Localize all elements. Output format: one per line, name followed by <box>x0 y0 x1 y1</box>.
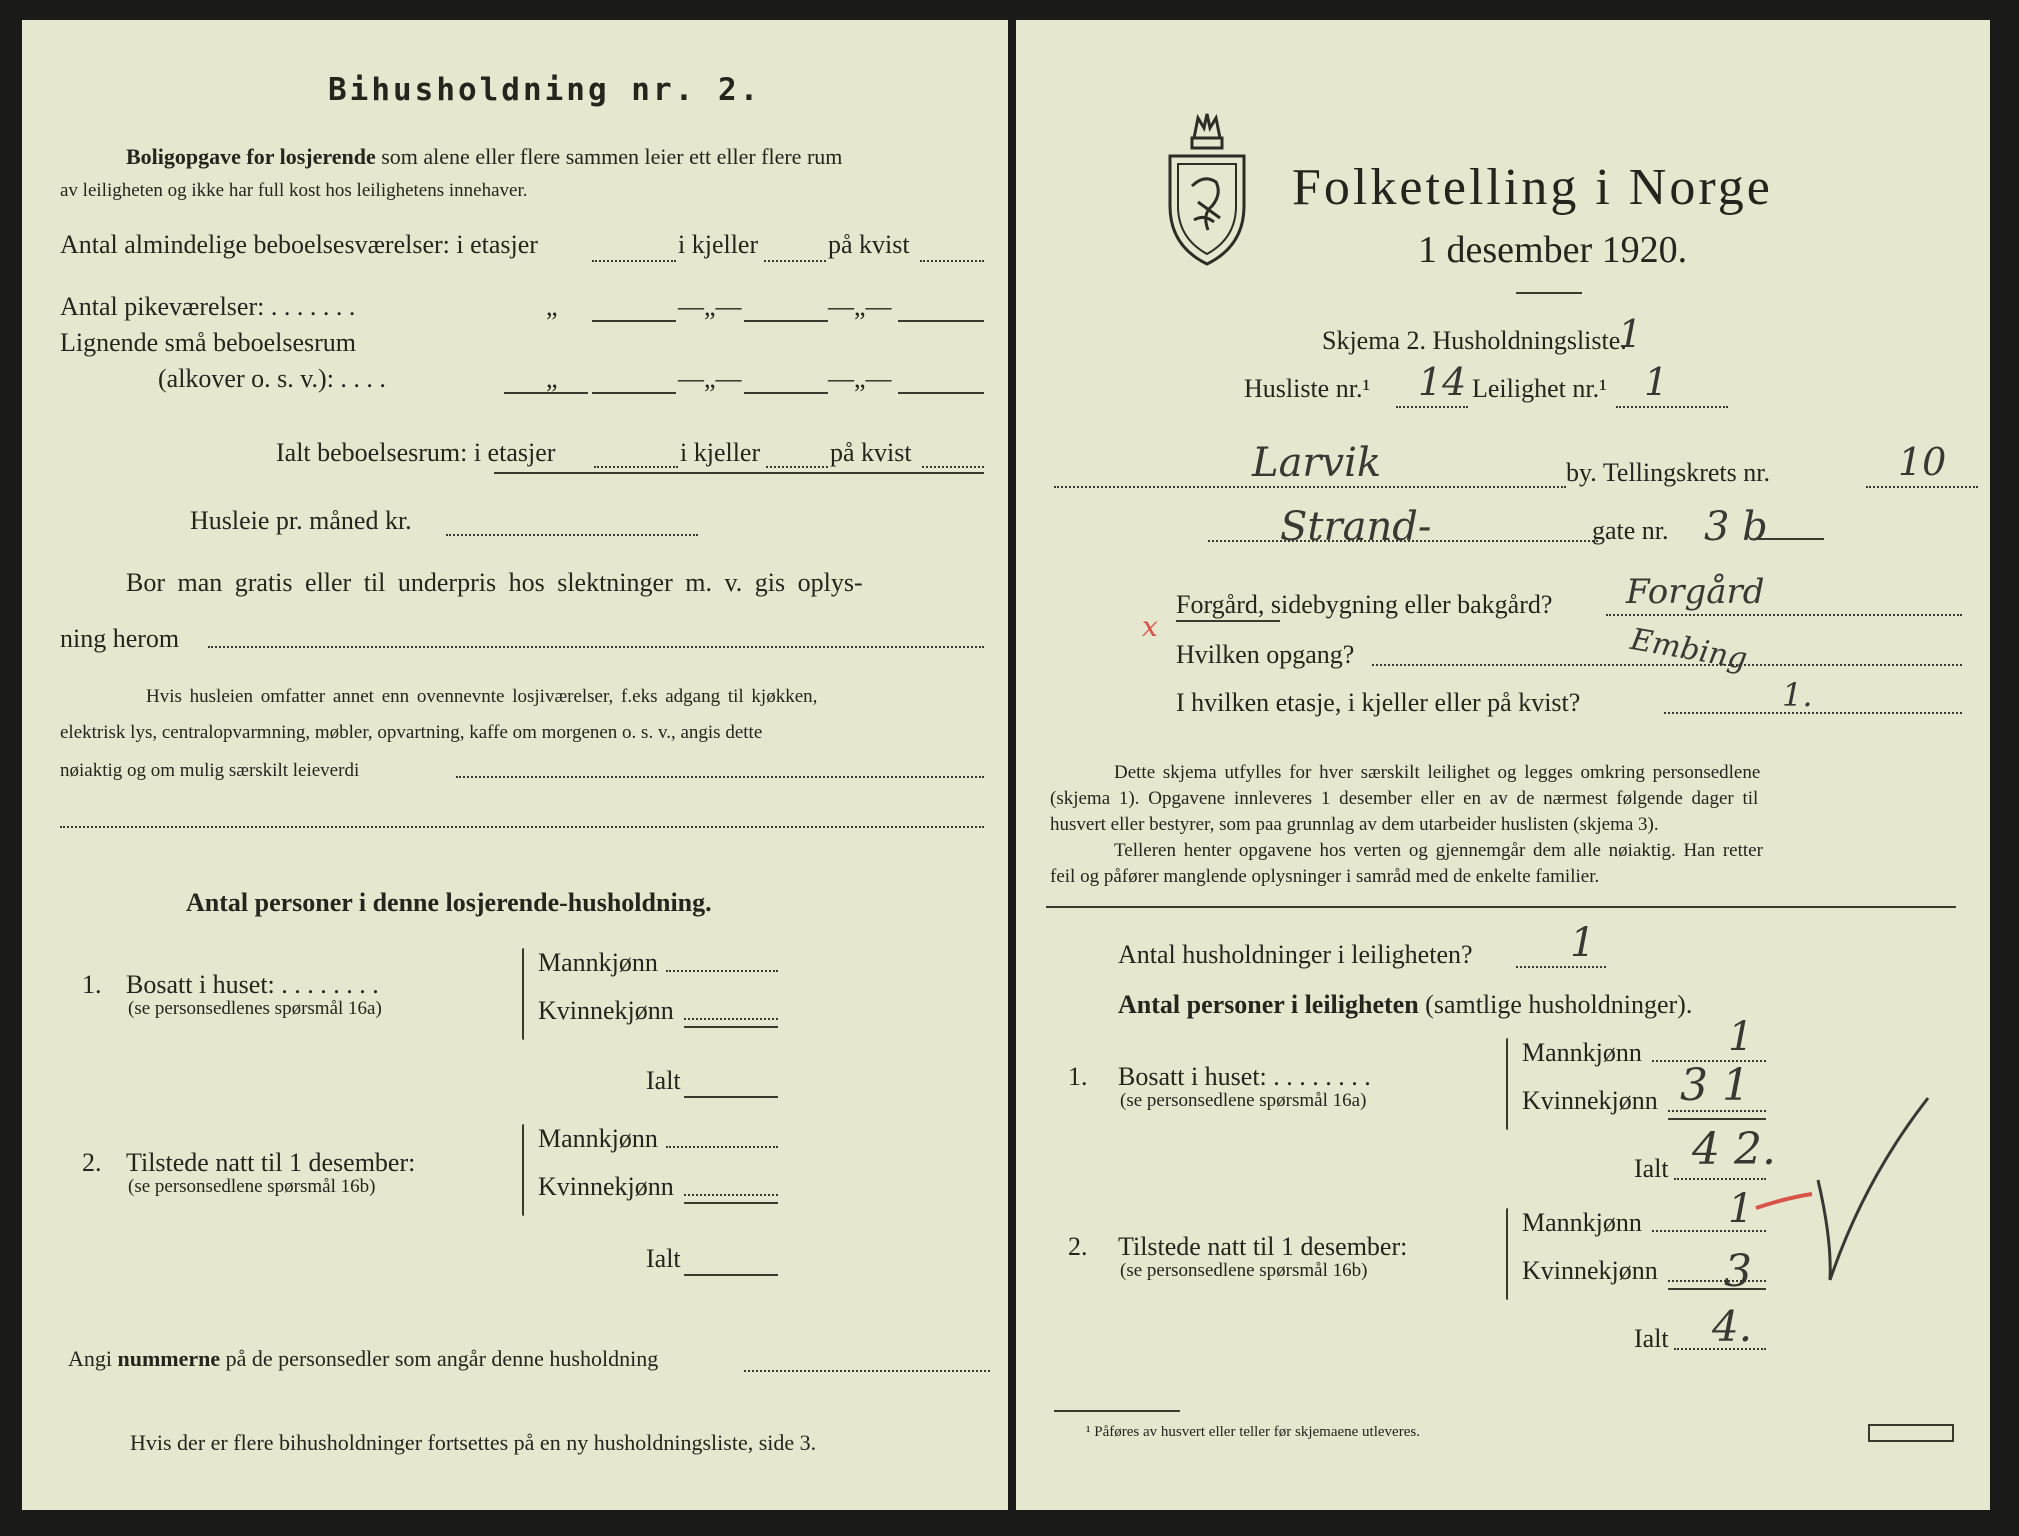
schema-label: Skjema 2. Husholdningsliste. <box>1322 326 1627 355</box>
angi-pre: Angi <box>68 1346 112 1371</box>
left-q2-kvinne-field[interactable] <box>684 1194 778 1196</box>
hush-field[interactable] <box>1516 966 1606 968</box>
left-q2-sub: (se personsedlene spørsmål 16b) <box>128 1176 376 1197</box>
right-q2-kvinne-hw: 3 <box>1724 1246 1752 1297</box>
forgaard-field[interactable] <box>1606 614 1962 616</box>
persons-line <box>1118 990 1692 1020</box>
left-q1-brace <box>522 948 524 1040</box>
husliste-hw: 14 <box>1418 360 1467 404</box>
left-q1-label: Bosatt i huset: . . . . . . . . <box>126 970 379 999</box>
alkover-ditto: „ <box>546 364 558 393</box>
right-q2-brace <box>1506 1208 1508 1300</box>
pike-kjeller-field[interactable] <box>744 320 828 322</box>
info-rule <box>1046 906 1956 908</box>
rooms-kvist-label: på kvist <box>828 230 910 259</box>
left-q1-sum-rule <box>684 1026 778 1028</box>
city-field[interactable] <box>1054 486 1566 488</box>
left-q1-mann-field[interactable] <box>666 970 778 972</box>
alkover-etasjer-field[interactable] <box>592 392 676 394</box>
rent-note-field[interactable] <box>456 776 984 778</box>
left-q2-ialt-label: Ialt <box>646 1244 681 1273</box>
right-q2-ialt-hw: 4. <box>1712 1302 1753 1351</box>
leilighet-field[interactable] <box>1616 406 1728 408</box>
left-q2-num: 2. <box>82 1148 102 1177</box>
pike-ditto: „ <box>546 292 558 321</box>
intro-rest: som alene eller flere sammen leier ett eller flere rum <box>381 144 843 169</box>
pike-kvist-field[interactable] <box>898 320 984 322</box>
persons-bold: Antal personer i leiligheten <box>1118 990 1419 1019</box>
opgang-hw: Embing <box>1627 622 1750 677</box>
leilighet-label: Leilighet nr.¹ <box>1472 374 1607 403</box>
rent-note-3: nøiaktig og om mulig særskilt leieverdi <box>60 760 360 781</box>
rent-note-1: Hvis husleien omfatter annet enn ovennevnte losjiværelser, f.eks adgang til kjøkken, <box>146 686 818 707</box>
schema-hw: 1 <box>1618 312 1643 356</box>
street-field[interactable] <box>1208 540 1598 542</box>
left-q1-mann-label: Mannkjønn <box>538 948 658 977</box>
pike-etasjer-field[interactable] <box>592 320 676 322</box>
right-q1-mann-label: Mannkjønn <box>1522 1038 1642 1067</box>
right-q2-sub: (se personsedlene spørsmål 16b) <box>1120 1260 1368 1281</box>
angi-post: på de personsedler som angår denne husholdning <box>225 1346 659 1371</box>
gate-label: gate nr. <box>1592 516 1669 545</box>
right-date: 1 desember 1920. <box>1418 229 1688 271</box>
ialt-kjeller-label: i kjeller <box>680 438 761 467</box>
city-hw: Larvik <box>1252 440 1382 486</box>
right-q2-mann-hw: 1 <box>1728 1186 1754 1232</box>
persons-rest: (samtlige husholdninger). <box>1425 990 1693 1019</box>
left-q1-ialt-field[interactable] <box>684 1096 778 1098</box>
right-q1-kvinne-hw: 3 1 <box>1680 1060 1750 1111</box>
alkover-dash-ditto-1: —„— <box>678 364 742 393</box>
husliste-label: Husliste nr.¹ <box>1244 374 1371 403</box>
left-q1-kvinne-field[interactable] <box>684 1018 778 1020</box>
coat-of-arms-icon <box>1164 110 1250 266</box>
ialt-kvist-field[interactable] <box>922 466 984 468</box>
right-q1-ialt-hw: 4 2. <box>1692 1124 1776 1175</box>
krets-hw: 10 <box>1898 440 1947 484</box>
by-label: by. Tellingskrets nr. <box>1566 458 1771 487</box>
rent-label: Husleie pr. måned kr. <box>190 506 412 535</box>
info-1: Dette skjema utfylles for hver særskilt leilighet og legges omkring personsedlene <box>1114 762 1761 783</box>
opgang-field[interactable] <box>1372 664 1962 666</box>
left-title: Bihusholdning nr. 2. <box>328 72 762 108</box>
small-rooms-label: Lignende små beboelsesrum <box>60 328 357 357</box>
footnote: ¹ Påføres av husvert eller teller før skjemaene utleveres. <box>1086 1424 1420 1440</box>
forgaard-underline <box>1176 620 1280 622</box>
alkover-kvist-field[interactable] <box>898 392 984 394</box>
intro-bold: Boligopgave for losjerende <box>126 144 376 169</box>
rooms-kjeller-field[interactable] <box>764 260 826 262</box>
rooms-label: Antal almindelige beboelsesværelser: i etasjer <box>60 230 538 259</box>
ialt-kjeller-field[interactable] <box>766 466 828 468</box>
persons-heading: Antal personer i denne losjerende-husholdning. <box>186 888 712 917</box>
gratis-field[interactable] <box>208 646 984 648</box>
husliste-field[interactable] <box>1396 406 1468 408</box>
etasje-label: I hvilken etasje, i kjeller eller på kvist? <box>1176 688 1581 717</box>
angi-line <box>68 1346 658 1372</box>
rent-field[interactable] <box>446 534 698 536</box>
rent-note-2: elektrisk lys, centralopvarmning, møbler, opvartning, kaffe om morgenen o. s. v., angis dette <box>60 722 763 743</box>
footnote-rule <box>1054 1410 1180 1412</box>
angi-bold: nummerne <box>117 1346 221 1371</box>
right-page <box>1016 20 1990 1510</box>
forgaard-hw: Forgård <box>1626 572 1765 612</box>
right-q2-label: Tilstede natt til 1 desember: <box>1118 1232 1408 1261</box>
right-q2-kvinne-label: Kvinnekjønn <box>1522 1256 1658 1285</box>
gate-hw: 3 b <box>1704 504 1768 550</box>
left-q2-sum-rule <box>684 1202 778 1204</box>
left-q2-mann-label: Mannkjønn <box>538 1124 658 1153</box>
left-q2-brace <box>522 1124 524 1216</box>
rooms-kvist-field[interactable] <box>920 260 984 262</box>
info-4: Telleren henter opgavene hos verten og gjennemgår dem alle nøiaktig. Han retter <box>1114 840 1763 861</box>
ialt-kvist-label: på kvist <box>830 438 912 467</box>
left-q1-num: 1. <box>82 970 102 999</box>
left-q2-kvinne-label: Kvinnekjønn <box>538 1172 674 1201</box>
pike-dash-ditto-2: —„— <box>828 292 892 321</box>
right-q1-num: 1. <box>1068 1062 1088 1091</box>
left-footer: Hvis der er flere bihusholdninger fortsettes på en ny husholdningsliste, side 3. <box>130 1430 817 1455</box>
printer-stamp-icon <box>1868 1424 1954 1442</box>
ialt-rooms-label: Ialt beboelsesrum: i etasjer <box>276 438 556 467</box>
rooms-etasjer-field[interactable] <box>592 260 676 262</box>
left-q2-ialt-field[interactable] <box>684 1274 778 1276</box>
left-q1-kvinne-label: Kvinnekjønn <box>538 996 674 1025</box>
alkover-label: (alkover o. s. v.): . . . . <box>158 364 386 393</box>
right-q1-sub: (se personsedlene spørsmål 16a) <box>1120 1090 1367 1111</box>
opgang-label: Hvilken opgang? <box>1176 640 1355 669</box>
leilighet-hw: 1 <box>1644 360 1669 404</box>
left-q1-ialt-label: Ialt <box>646 1066 681 1095</box>
left-q2-mann-field[interactable] <box>666 1146 778 1148</box>
alkover-kjeller-field[interactable] <box>744 392 828 394</box>
gratis-line-1: Bor man gratis eller til underpris hos slektninger m. v. gis oplys- <box>126 568 863 597</box>
ialt-rule <box>494 472 984 474</box>
right-q2-ialt-label: Ialt <box>1634 1324 1669 1353</box>
hush-label: Antal husholdninger i leiligheten? <box>1118 940 1473 969</box>
street-hw: Strand- <box>1280 504 1432 550</box>
ialt-etasjer-field[interactable] <box>594 466 678 468</box>
hush-hw: 1 <box>1570 920 1596 966</box>
info-2: (skjema 1). Opgavene innleveres 1 desember eller en av de nærmest følgende dager til <box>1050 788 1759 809</box>
krets-field[interactable] <box>1866 486 1978 488</box>
left-q1-sub: (se personsedlenes spørsmål 16a) <box>128 998 382 1019</box>
info-5: feil og påfører manglende oplysninger i samråd med de enkelte familier. <box>1050 866 1600 887</box>
right-q1-kvinne-label: Kvinnekjønn <box>1522 1086 1658 1115</box>
rooms-kjeller-label: i kjeller <box>678 230 759 259</box>
x-mark: x <box>1142 610 1158 643</box>
right-q1-label: Bosatt i huset: . . . . . . . . <box>1118 1062 1371 1091</box>
check-mark-icon <box>1746 1090 1976 1290</box>
left-page <box>22 20 1008 1510</box>
forgaard-label: Forgård, sidebygning eller bakgård? <box>1176 590 1553 619</box>
date-rule <box>1516 292 1582 294</box>
right-q2-mann-label: Mannkjønn <box>1522 1208 1642 1237</box>
gate-underline <box>1758 538 1824 540</box>
pike-dash-ditto-1: —„— <box>678 292 742 321</box>
gratis-line-2: ning herom <box>60 624 180 653</box>
intro-line-2: av leiligheten og ikke har full kost hos leilighetens innehaver. <box>60 180 528 201</box>
right-q1-mann-hw: 1 <box>1728 1014 1754 1060</box>
right-q2-num: 2. <box>1068 1232 1088 1261</box>
etasje-field[interactable] <box>1664 712 1962 714</box>
etasje-hw: 1. <box>1782 676 1813 714</box>
rent-note-field-2[interactable] <box>60 826 984 828</box>
alkover-dash-ditto-2: —„— <box>828 364 892 393</box>
left-q2-label: Tilstede natt til 1 desember: <box>126 1148 416 1177</box>
right-q1-ialt-label: Ialt <box>1634 1154 1669 1183</box>
right-q1-brace <box>1506 1038 1508 1130</box>
right-title: Folketelling i Norge <box>1292 159 1773 216</box>
angi-field[interactable] <box>744 1370 990 1372</box>
pike-label: Antal pikeværelser: . . . . . . . <box>60 292 356 321</box>
intro-line-1 <box>126 144 842 170</box>
info-3: husvert eller bestyrer, som paa grunnlag av dem utarbeider huslisten (skjema 3). <box>1050 814 1659 835</box>
